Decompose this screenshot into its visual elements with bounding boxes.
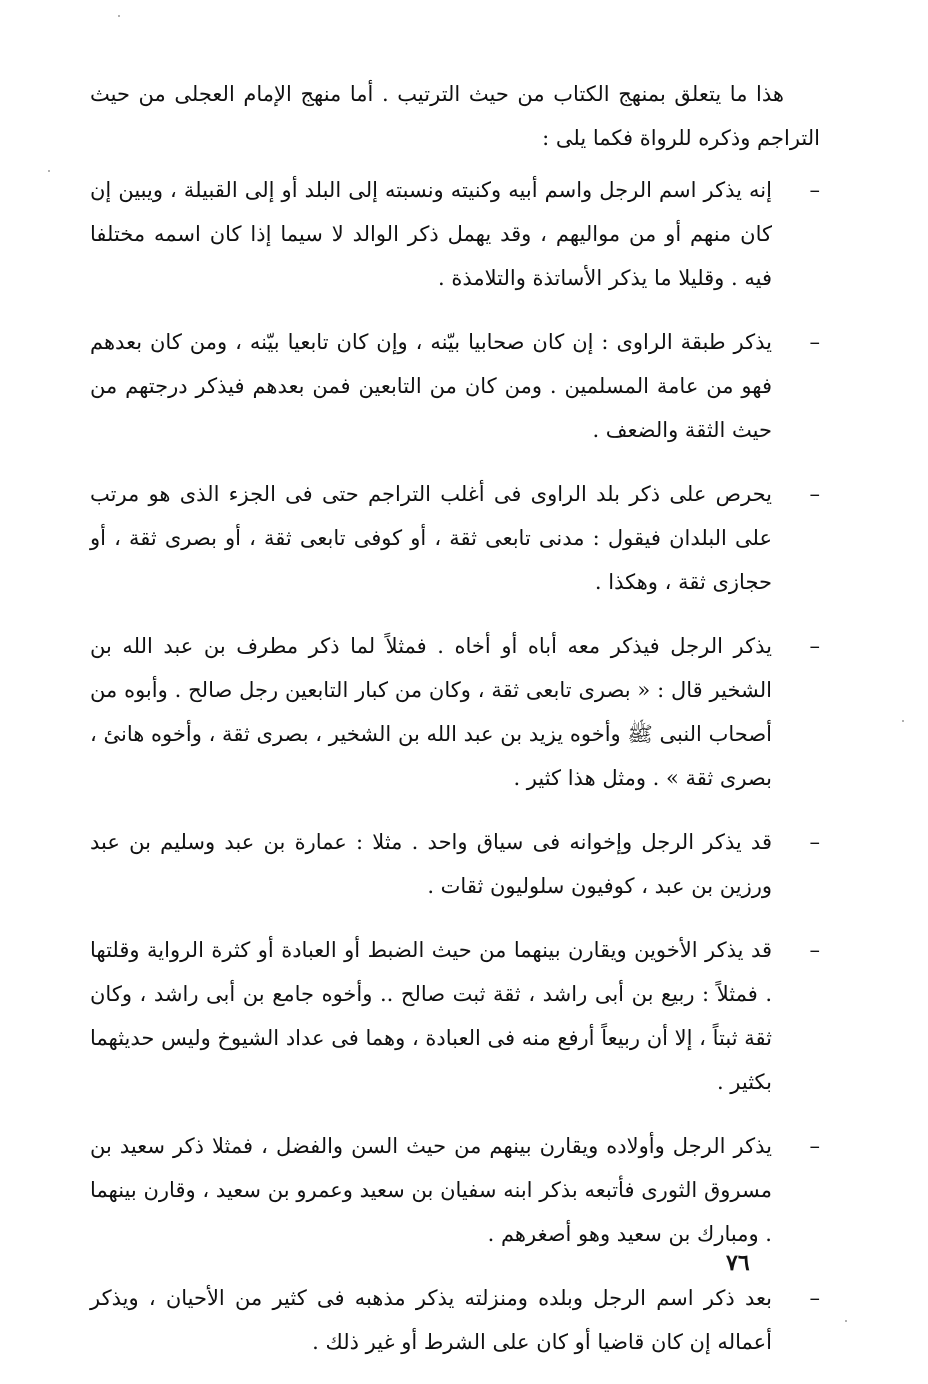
bullet-dash: – bbox=[809, 634, 820, 658]
scan-speck bbox=[845, 1320, 847, 1322]
list-item-text: يحرص على ذكر بلد الراوى فى أغلب التراجم حتى فى الجزء الذى هو مرتب على البلدان فيقول : مدنى تابعى ثقة ، أو كوفى تابعى ثقة ، أو بصرى ثقة ، أو حجازى ثقة ، وهكذا . bbox=[90, 482, 772, 594]
list-item bbox=[90, 928, 820, 1104]
intro-paragraph: هذا ما يتعلق بمنهج الكتاب من حيث الترتيب . أما منهج الإمام العجلى من حيث التراجم وذكره للرواة فكما يلى : bbox=[90, 82, 820, 150]
list-item bbox=[90, 168, 820, 300]
bullet-dash: – bbox=[809, 938, 820, 962]
list-item-text: يذكر طبقة الراوى : إن كان صحابيا بيّنه ، وإن كان تابعيا بيّنه ، ومن كان بعدهم فهو من عامة المسلمين . ومن كان من التابعين فمن بعدهم فيذكر درجتهم من حيث الثقة والضعف . bbox=[90, 330, 772, 442]
list-item-text: قد يذكر الأخوين ويقارن بينهما من حيث الضبط أو العبادة أو كثرة الرواية وقلتها . فمثلاً : ربيع بن أبى راشد ، ثقة ثبت صالح .. وأخوه جامع بن أبى راشد ، وكان ثقة ثبتاً ، إلا أن ربيعاً أرفع منه فى العبادة ، وهما فى عداد الشيوخ وليس حديثهما بكثير . bbox=[90, 938, 772, 1094]
list-item-text: يذكر الرجل فيذكر معه أباه أو أخاه . فمثلاً لما ذكر مطرف بن عبد الله بن الشخير قال : « بصرى تابعى ثقة ، وكان من كبار التابعين رجل صالح . وأبوه من أصحاب النبى ﷺ وأخوه يزيد بن عبد الله بن الشخير ، بصرى ثقة ، وأخوه هانئ ، بصرى ثقة » . ومثل هذا كثير . bbox=[90, 634, 772, 790]
scan-speck bbox=[902, 720, 904, 722]
list-item bbox=[90, 1124, 820, 1256]
bullet-dash: – bbox=[809, 830, 820, 854]
list-item-text: يذكر الرجل وأولاده ويقارن بينهم من حيث السن والفضل ، فمثلا ذكر سعيد بن مسروق الثورى فأتبعه بذكر ابنه سفيان بن سعيد وعمرو بن سعيد ، وقارن بينهما . ومبارك بن سعيد وهو أصغرهم . bbox=[90, 1134, 772, 1246]
list-item-text: قد يذكر الرجل وإخوانه فى سياق واحد . مثلا : عمارة بن عبد وسليم بن عبد ورزين بن عبد ، كوفيون سلوليون ثقات . bbox=[90, 830, 772, 898]
list-item-text: إنه يذكر اسم الرجل واسم أبيه وكنيته ونسبته إلى البلد أو إلى القبيلة ، ويبين إن كان منهم أو من مواليهم ، وقد يهمل ذكر الوالد لا سيما إذا كان اسمه مختلفا فيه . وقليلا ما يذكر الأساتذة والتلامذة . bbox=[90, 178, 772, 290]
list-item-text: بعد ذكر اسم الرجل وبلده ومنزلته يذكر مذهبه فى كثير من الأحيان ، ويذكر أعماله إن كان قاضيا أو كان على الشرط أو غير ذلك . bbox=[90, 1286, 772, 1354]
bullet-dash: – bbox=[809, 1286, 820, 1310]
list-item bbox=[90, 624, 820, 800]
bullet-dash: – bbox=[809, 178, 820, 202]
list-item bbox=[90, 820, 820, 908]
scan-speck bbox=[118, 15, 120, 17]
page-number: ٧٦ bbox=[726, 1250, 750, 1276]
bullet-dash: – bbox=[809, 330, 820, 354]
list-item bbox=[90, 1276, 820, 1364]
scan-speck bbox=[48, 170, 50, 172]
page-body bbox=[90, 72, 820, 1384]
list-item bbox=[90, 320, 820, 452]
bullet-dash: – bbox=[809, 1134, 820, 1158]
bullet-dash: – bbox=[809, 482, 820, 506]
list-item bbox=[90, 472, 820, 604]
